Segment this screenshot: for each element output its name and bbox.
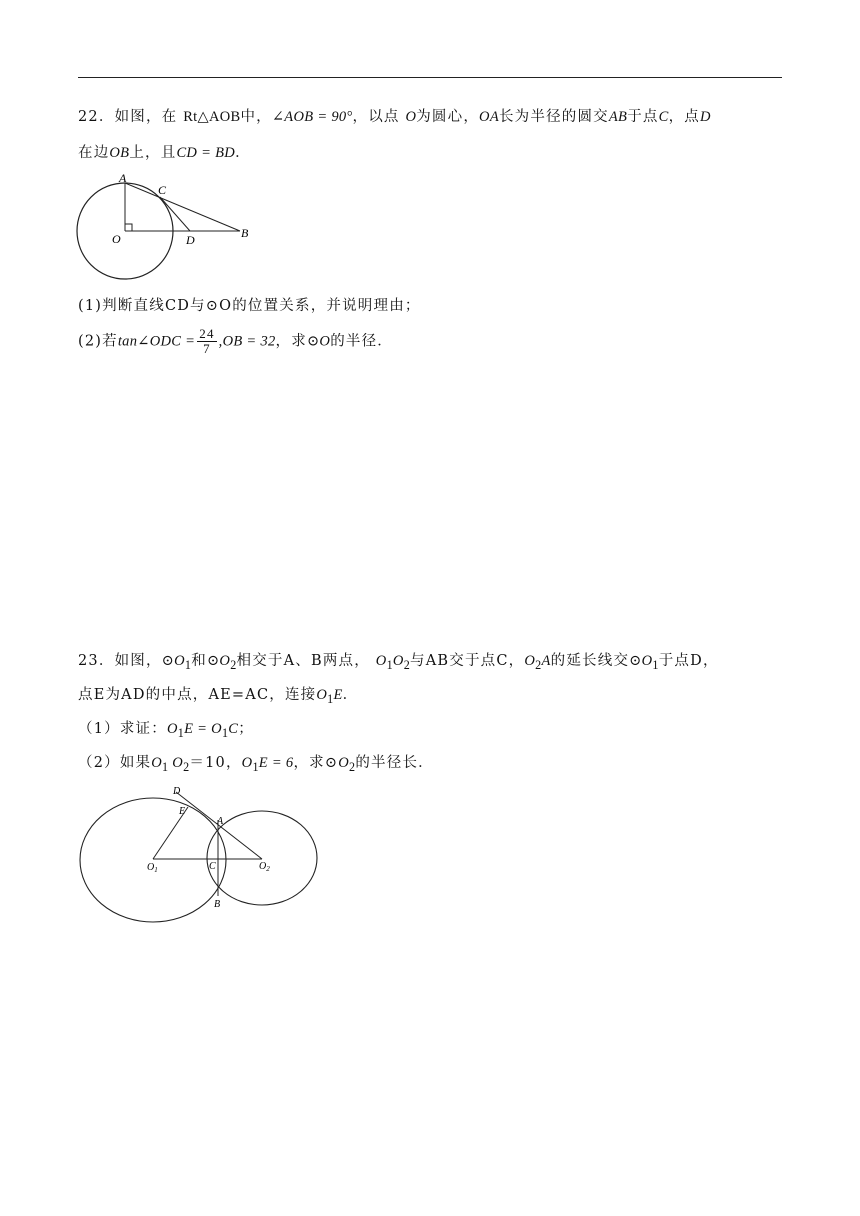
problem-23-figure bbox=[76, 782, 326, 927]
label-b: B bbox=[214, 899, 221, 910]
circle-o1 bbox=[80, 798, 226, 922]
right-angle-mark bbox=[125, 224, 132, 231]
label-o: O bbox=[112, 232, 121, 246]
segment-cd bbox=[160, 197, 190, 231]
label-d: D bbox=[186, 233, 195, 247]
fraction: $\frac{24}{7}$ bbox=[199, 326, 215, 356]
problem-23-stem-line2: 点E为AD的中点，AE=AC，连接$O_1E$． bbox=[78, 687, 359, 706]
problem-22-stem-line1: 22．如图，在 Rt△AOB中，∠AOB = 90°，以点 O为圆心，OA长为半径的圆交AB于点C，点D bbox=[78, 109, 711, 125]
problem-22-part-2: (2)若tan∠ODC = $\frac{24}{7}$ ,OB = 32，求⊙O的半径． bbox=[78, 326, 393, 356]
label-d: D bbox=[173, 786, 181, 797]
problem-22-figure bbox=[72, 168, 262, 283]
label-o2: $O_2$ bbox=[259, 861, 270, 873]
label-e: E bbox=[179, 806, 186, 817]
label-c: C bbox=[209, 861, 216, 872]
angle-condition: ∠AOB = 90° bbox=[271, 109, 353, 125]
problem-23-part-1: （1）求证：$O_1E = O_1C$； bbox=[78, 721, 254, 740]
problem-23-part-2: （2）如果$O_1$ $O_2=10$，$O_1E = 6$，求$⊙O_2$的半径长． bbox=[78, 755, 434, 774]
problem-22-stem-line2: 在边OB上，且CD = BD． bbox=[78, 145, 251, 161]
triangle-name: Rt△AOB bbox=[183, 109, 241, 125]
header-rule bbox=[78, 77, 782, 78]
label-a: A bbox=[119, 171, 127, 185]
segment-ab bbox=[125, 183, 240, 231]
problem-number: 22． bbox=[78, 109, 115, 125]
label-a: A bbox=[217, 816, 224, 827]
circle-o2 bbox=[207, 811, 317, 905]
problem-number: 23． bbox=[78, 653, 115, 669]
problem-22-part-1: (1)判断直线CD与⊙O的位置关系，并说明理由； bbox=[78, 298, 421, 314]
equality-condition: CD = BD bbox=[176, 145, 236, 161]
label-o1: $O_1$ bbox=[147, 862, 158, 874]
problem-23-stem-line1: 23．如图，$⊙O_1$和$⊙O_2$相交于A、B两点， $O_1O_2$与AB交于点C，$O_2A$的延长线交$⊙O_1$于点D， bbox=[78, 653, 719, 672]
label-b: B bbox=[241, 226, 249, 240]
label-c: C bbox=[158, 183, 167, 197]
